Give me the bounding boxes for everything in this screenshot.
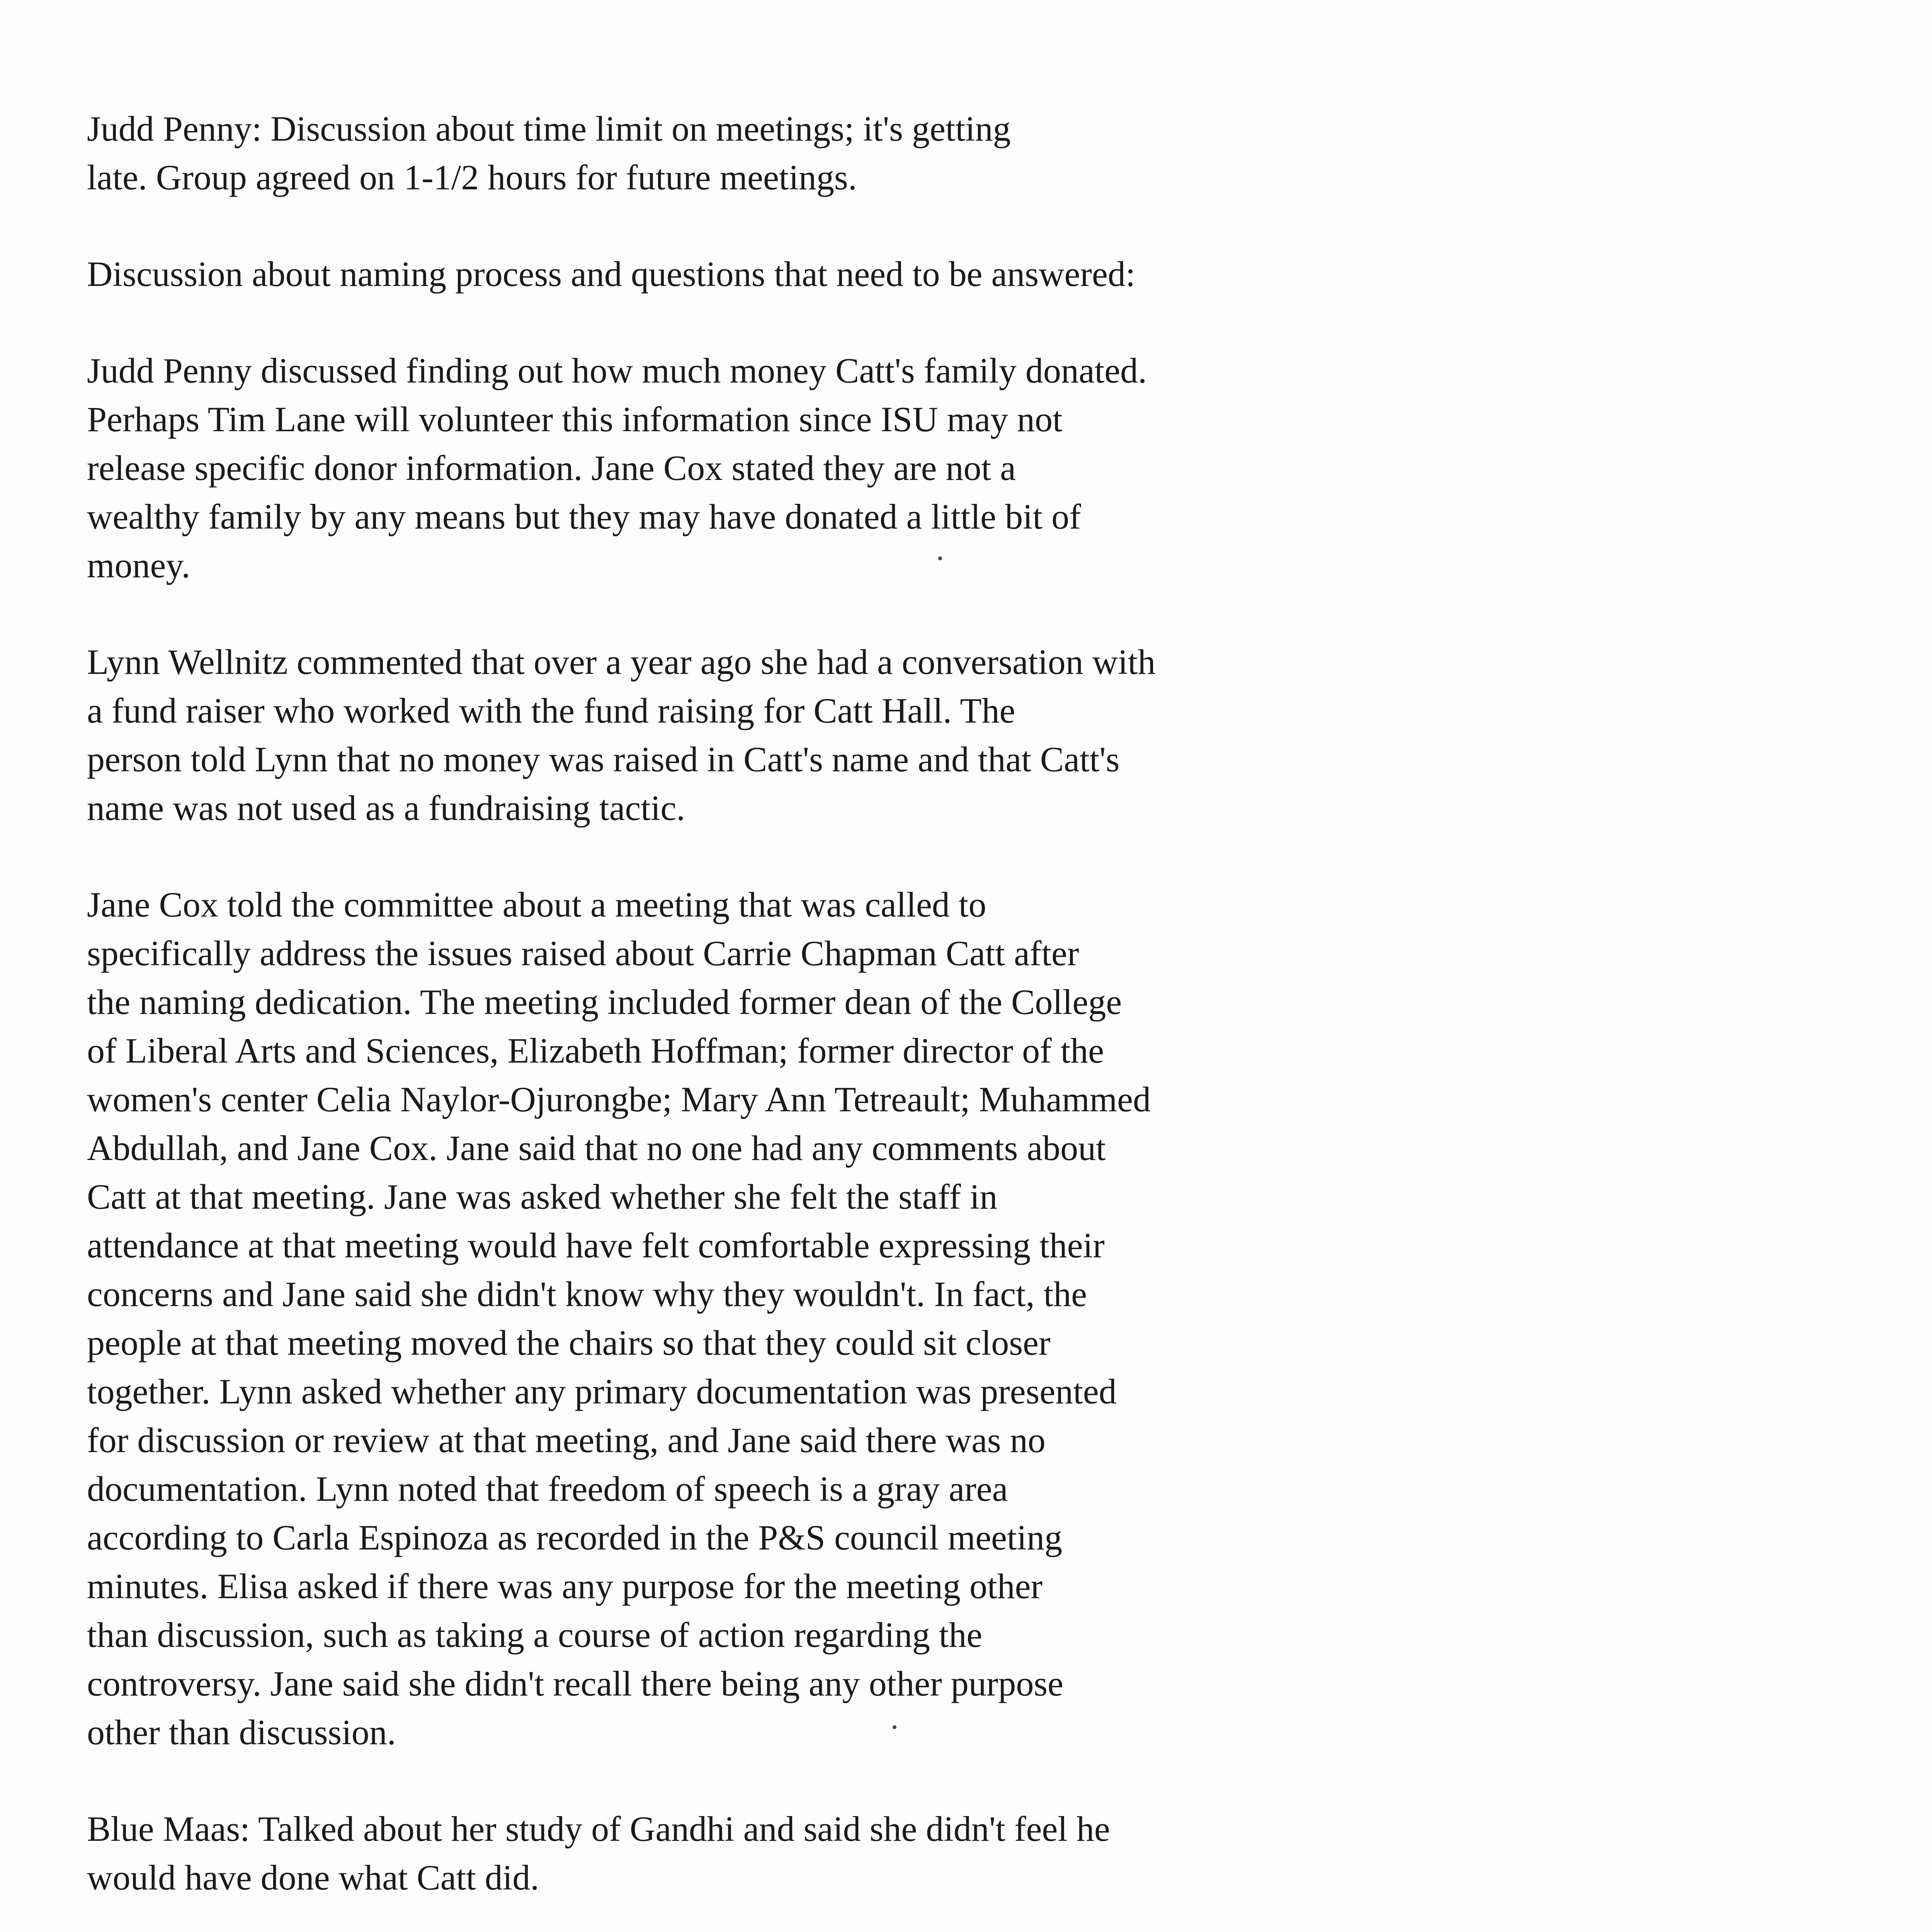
- paragraph-fund-raiser: Lynn Wellnitz commented that over a year ago she had a conversation with a fund raiser who worked with the fund raising for Catt Hall. The person told Lynn that no money was raised in Catt's name and that Catt's name was not used as a fundraising tactic.: [87, 642, 1156, 828]
- scan-speck: [893, 1725, 896, 1729]
- paragraph-donation: Judd Penny discussed finding out how much money Catt's family donated. Perhaps Tim Lane will volunteer this information since ISU may not release specific donor information. Jane Cox stated they are not a wealthy family by any means but they may have donated a little bit of money.: [87, 351, 1147, 585]
- scan-speck: [938, 556, 942, 560]
- minutes-body: [87, 104, 1304, 1932]
- paragraph-meeting-account: Jane Cox told the committee about a meeting that was called to specifically address the issues raised about Carrie Chapman Catt after the naming dedication. The meeting included former dean of the College of Liberal Arts and Sciences, Elizabeth Hoffman; former director of the women's center Celia Naylor-Ojurongbe; Mary Ann Tetreault; Muhammed Abdullah, and Jane Cox. Jane said that no one had any comments about Catt at that meeting. Jane was asked whether she felt the staff in attendance at that meeting would have felt comfortable expressing their concerns and Jane said she didn't know why they wouldn't. In fact, the people at that meeting moved the chairs so that they could sit closer together. Lynn asked whether any primary documentation was presented for discussion or review at that meeting, and Jane said there was no documentation. Lynn noted that freedom of speech is a gray area according to Carla Espinoza as recorded in the P&S council meeting minutes. Elisa asked if there was any purpose for the meeting other than discussion, such as taking a course of action regarding the controversy. Jane said she didn't recall there being any other purpose other than discussion.: [87, 885, 1151, 1752]
- paragraph-time-limit: Judd Penny: Discussion about time limit on meetings; it's getting late. Group agreed on 1-1/2 hours for future meetings.: [87, 109, 1011, 197]
- paragraph-blue-gandhi: Blue Maas: Talked about her study of Gandhi and said she didn't feel he would have done what Catt did.: [87, 1809, 1110, 1897]
- paragraph-naming-process: Discussion about naming process and questions that need to be answered:: [87, 254, 1136, 294]
